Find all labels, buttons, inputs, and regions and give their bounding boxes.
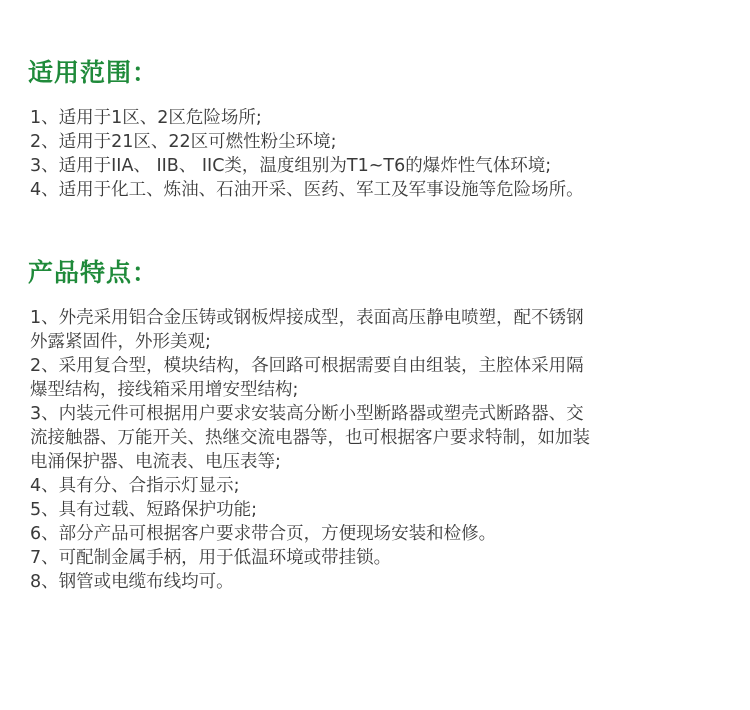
feature-line: 外露紧固件，外形美观; (30, 332, 211, 352)
features-list (30, 306, 730, 594)
scope-item: 3、适用于IIA、 IIB、 IIC类，温度组别为T1~T6的爆炸性气体环境; (30, 156, 552, 176)
feature-line: 6、部分产品可根据客户要求带合页，方便现场安装和检修。 (30, 524, 497, 544)
feature-line: 3、内装元件可根据用户要求安装高分断小型断路器或塑壳式断路器、交 (30, 404, 584, 424)
feature-line: 爆型结构，接线箱采用增安型结构; (30, 380, 299, 400)
feature-line: 2、采用复合型，模块结构，各回路可根据需要自由组装，主腔体采用隔 (30, 356, 584, 376)
scope-item: 4、适用于化工、炼油、石油开采、医药、军工及军事设施等危险场所。 (30, 180, 584, 200)
feature-line: 1、外壳采用铝合金压铸或钢板焊接成型，表面高压静电喷塑，配不锈钢 (30, 308, 584, 328)
feature-line: 流接触器、万能开关、热继交流电器等，也可根据客户要求特制，如加装 (30, 428, 590, 448)
features-section-title: 产品特点： (28, 258, 159, 287)
feature-line: 4、具有分、合指示灯显示; (30, 476, 240, 496)
feature-line: 7、可配制金属手柄，用于低温环境或带挂锁。 (30, 548, 392, 568)
scope-item: 2、适用于21区、22区可燃性粉尘环境; (30, 132, 337, 152)
scope-item: 1、适用于1区、2区危险场所; (30, 108, 262, 128)
feature-line: 8、钢管或电缆布线均可。 (30, 572, 234, 592)
scope-section-title: 适用范围： (28, 58, 159, 87)
feature-line: 电涌保护器、电流表、电压表等; (30, 452, 281, 472)
scope-list (30, 106, 730, 202)
feature-line: 5、具有过载、短路保护功能; (30, 500, 258, 520)
